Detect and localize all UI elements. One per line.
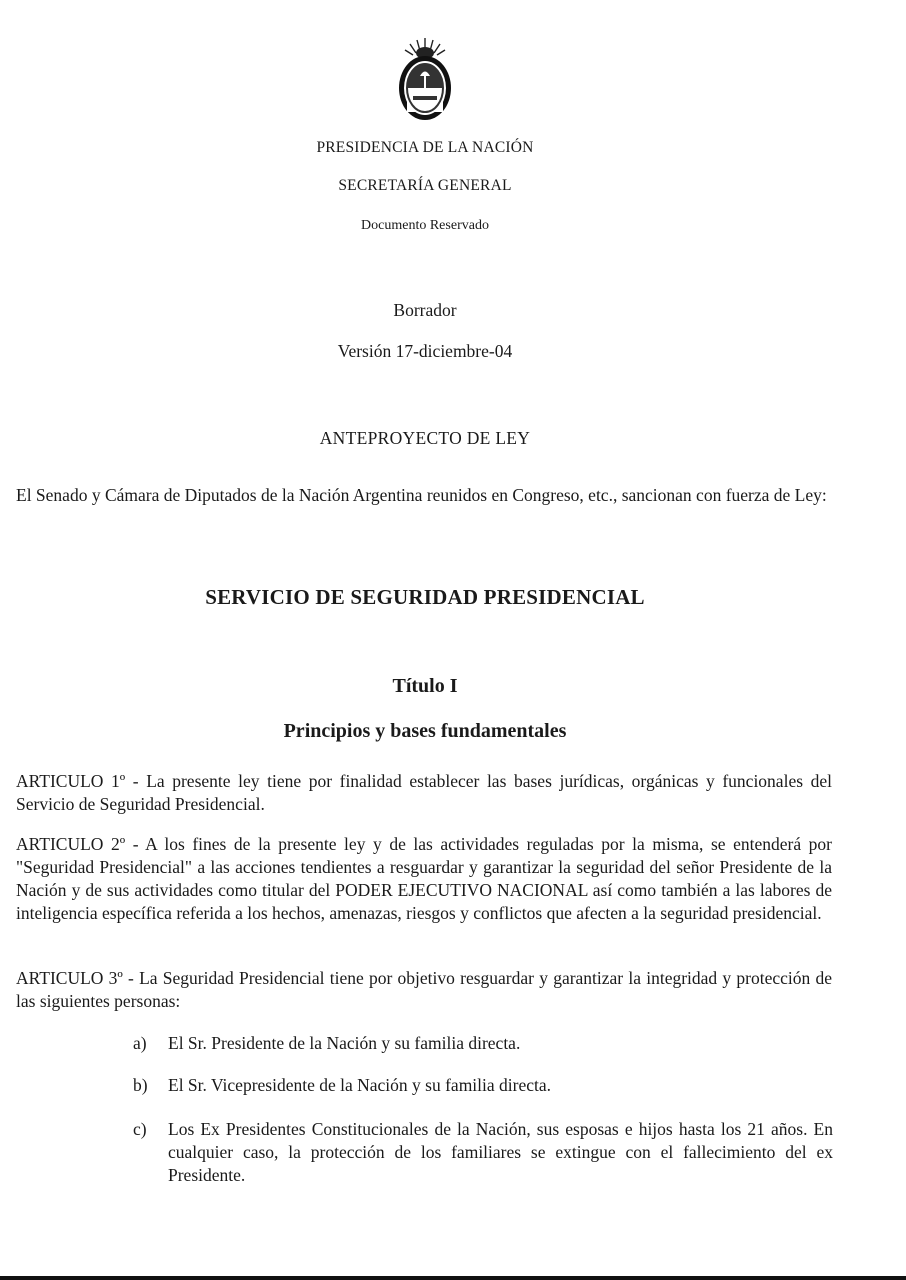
- bill-heading: ANTEPROYECTO DE LEY: [319, 428, 531, 448]
- enacting-clause: El Senado y Cámara de Diputados de la Nación Argentina reunidos en Congreso, etc., sancionan con fuerza de Ley:: [16, 485, 827, 505]
- office-header: SECRETARÍA GENERAL: [338, 177, 512, 194]
- bottom-border: [0, 1276, 906, 1280]
- list-item-marker: c): [133, 1119, 147, 1139]
- law-title: SERVICIO DE SEGURIDAD PRESIDENCIAL: [205, 585, 645, 609]
- title-number: Título I: [392, 675, 458, 697]
- list-item-marker: b): [133, 1075, 148, 1095]
- version-label: Versión 17-diciembre-04: [337, 341, 513, 361]
- article-1: ARTICULO 1º - La presente ley tiene por finalidad establecer las bases jurídicas, orgánicas y funcionales del Servicio de Seguridad Presidencial.: [16, 771, 832, 814]
- list-item-text: El Sr. Presidente de la Nación y su familia directa.: [168, 1033, 521, 1053]
- classification-label: Documento Reservado: [361, 218, 489, 233]
- list-item-text: El Sr. Vicepresidente de la Nación y su familia directa.: [168, 1075, 552, 1095]
- article-2: ARTICULO 2º - A los fines de la presente ley y de las actividades reguladas por la misma, se entenderá por "Seguridad Presidencial" a las acciones tendientes a resguardar y garantizar la seguridad del señor Presidente de la Nación y de sus actividades como titular del PODER EJECUTIVO NACIONAL así como también a las labores de inteligencia específica referida a los hechos, amenazas, riesgos y conflictos que afecten a la seguridad presidencial.: [16, 834, 832, 923]
- title-name: Principios y bases fundamentales: [283, 720, 567, 742]
- list-item-marker: a): [133, 1033, 147, 1053]
- list-item: [133, 1074, 833, 1097]
- institution-header: PRESIDENCIA DE LA NACIÓN: [316, 139, 534, 156]
- list-item-text: Los Ex Presidentes Constitucionales de la Nación, sus esposas e hijos hasta los 21 años. En cualquier caso, la protección de los familiares se extingue con el fallecimiento del ex Presidente.: [168, 1119, 833, 1185]
- article-3: ARTICULO 3º - La Seguridad Presidencial tiene por objetivo resguardar y garantizar la integridad y protección de las siguientes personas:: [16, 968, 832, 1011]
- draft-label: Borrador: [393, 300, 457, 320]
- list-item: [133, 1032, 833, 1055]
- national-coat-of-arms-icon: [395, 36, 455, 122]
- list-item: [133, 1118, 833, 1187]
